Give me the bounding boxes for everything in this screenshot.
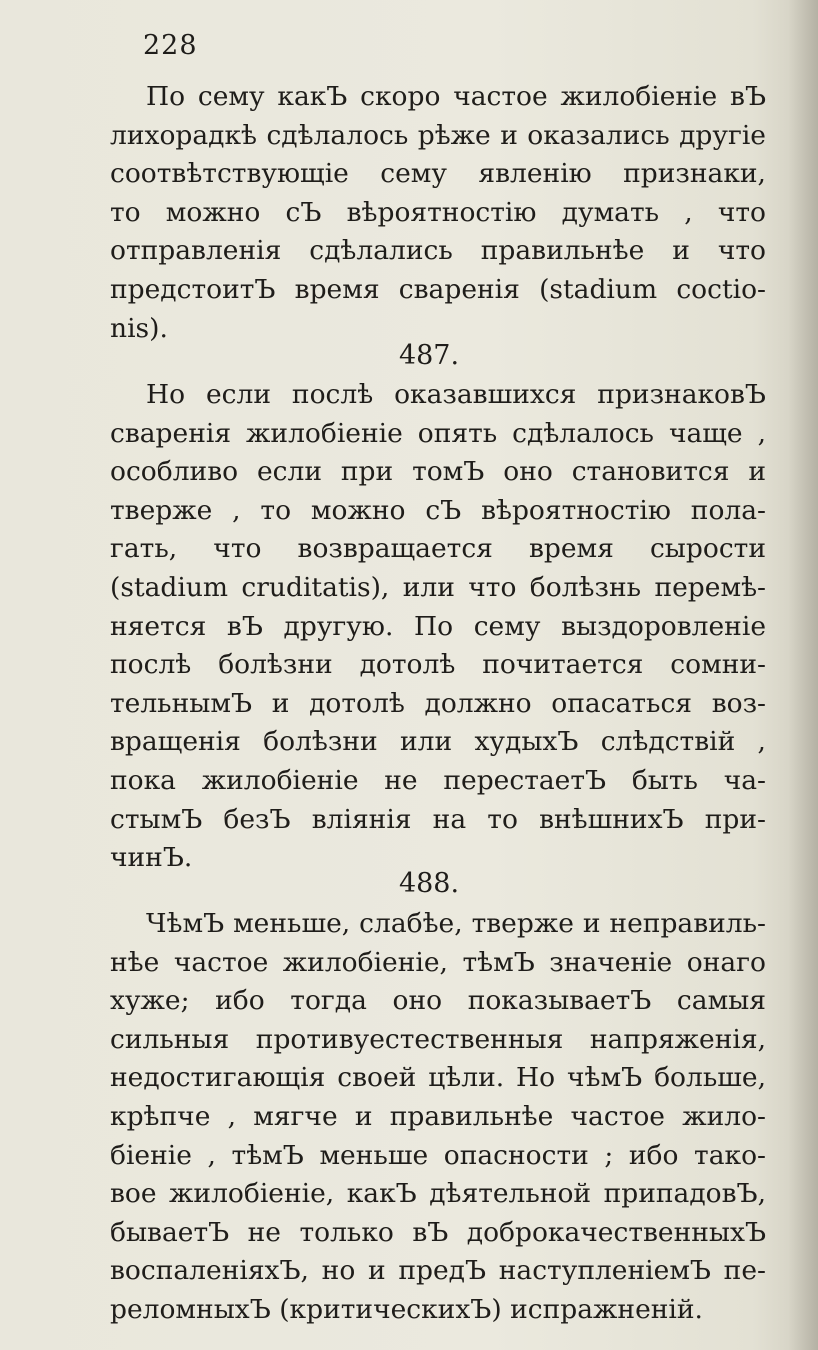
text-line: вое жилобіеніе, какЪ дѣятельной припадовЪ, — [110, 1178, 766, 1210]
page-edge-shadow — [788, 0, 818, 1350]
text-line: вращенія болѣзни или худыхЪ слѣдствій , — [110, 726, 766, 758]
text-line: Но если послѣ оказавшихся признаковЪ — [146, 379, 766, 410]
text-line: послѣ болѣзни дотолѣ почитается сомни- — [110, 649, 766, 681]
text-line: бываетЪ не только вЪ доброкачественныхЪ — [110, 1216, 766, 1248]
text-line: соотвѣтствующіе сему явленію признаки, — [110, 158, 766, 190]
paragraph-487 — [110, 376, 766, 878]
text-line: ЧѣмЪ меньше, слабѣе, тверже и неправиль- — [146, 908, 766, 939]
text-line: гать, что возвращается время сырости — [110, 533, 766, 565]
text-line: отправленія сдѣлались правильнѣе и что — [110, 235, 766, 267]
text-line: предстоитЪ время сваренія (stadium coctio- — [110, 273, 766, 305]
paragraph-488 — [110, 905, 766, 1330]
text-line: недостигающія своей цѣли. Но чѣмЪ больше, — [110, 1062, 766, 1094]
paragraph-1 — [110, 78, 766, 348]
text-line: реломныхЪ (критическихЪ) испражненій. — [110, 1293, 703, 1325]
section-number-487: 487. — [398, 340, 460, 371]
text-line: крѣпче , мягче и правильнѣе частое жило- — [110, 1100, 766, 1132]
text-line: то можно сЪ вѣроятностію думать , что — [110, 196, 766, 228]
text-line: nis). — [110, 312, 168, 344]
text-line: пока жилобіеніе не перестаетЪ быть ча- — [110, 764, 766, 796]
text-line: стымЪ безЪ вліянія на то внѣшнихЪ при- — [110, 803, 766, 835]
text-line: тверже , то можно сЪ вѣроятностію пола- — [110, 494, 766, 526]
text-line: хуже; ибо тогда оно показываетЪ самыя — [110, 985, 766, 1017]
text-line: (stadium cruditatis), или что болѣзнь перемѣ- — [110, 571, 766, 603]
text-line: тельнымЪ и дотолѣ должно опасаться воз- — [110, 687, 766, 719]
text-line: особливо если при томЪ оно становится и — [110, 456, 766, 488]
text-line: біеніе , тѣмЪ меньше опасности ; ибо тако- — [110, 1139, 766, 1171]
text-line: нѣе частое жилобіеніе, тѣмЪ значеніе онаго — [110, 946, 766, 978]
text-line: чинЪ. — [110, 842, 193, 874]
text-line: лихорадкѣ сдѣлалось рѣже и оказались другіе — [110, 119, 766, 151]
text-line: сильныя противуестественныя напряженія, — [110, 1023, 766, 1055]
text-line: сваренія жилобіеніе опять сдѣлалось чаще , — [110, 417, 766, 449]
text-line: няется вЪ другую. По сему выздоровленіе — [110, 610, 766, 642]
section-number-488: 488. — [398, 868, 460, 899]
text-line: По сему какЪ скоро частое жилобіеніе вЪ — [146, 81, 766, 112]
text-line: воспаленіяхЪ, но и предЪ наступленіемЪ пе- — [110, 1255, 766, 1287]
page-number: 228 — [143, 30, 198, 61]
